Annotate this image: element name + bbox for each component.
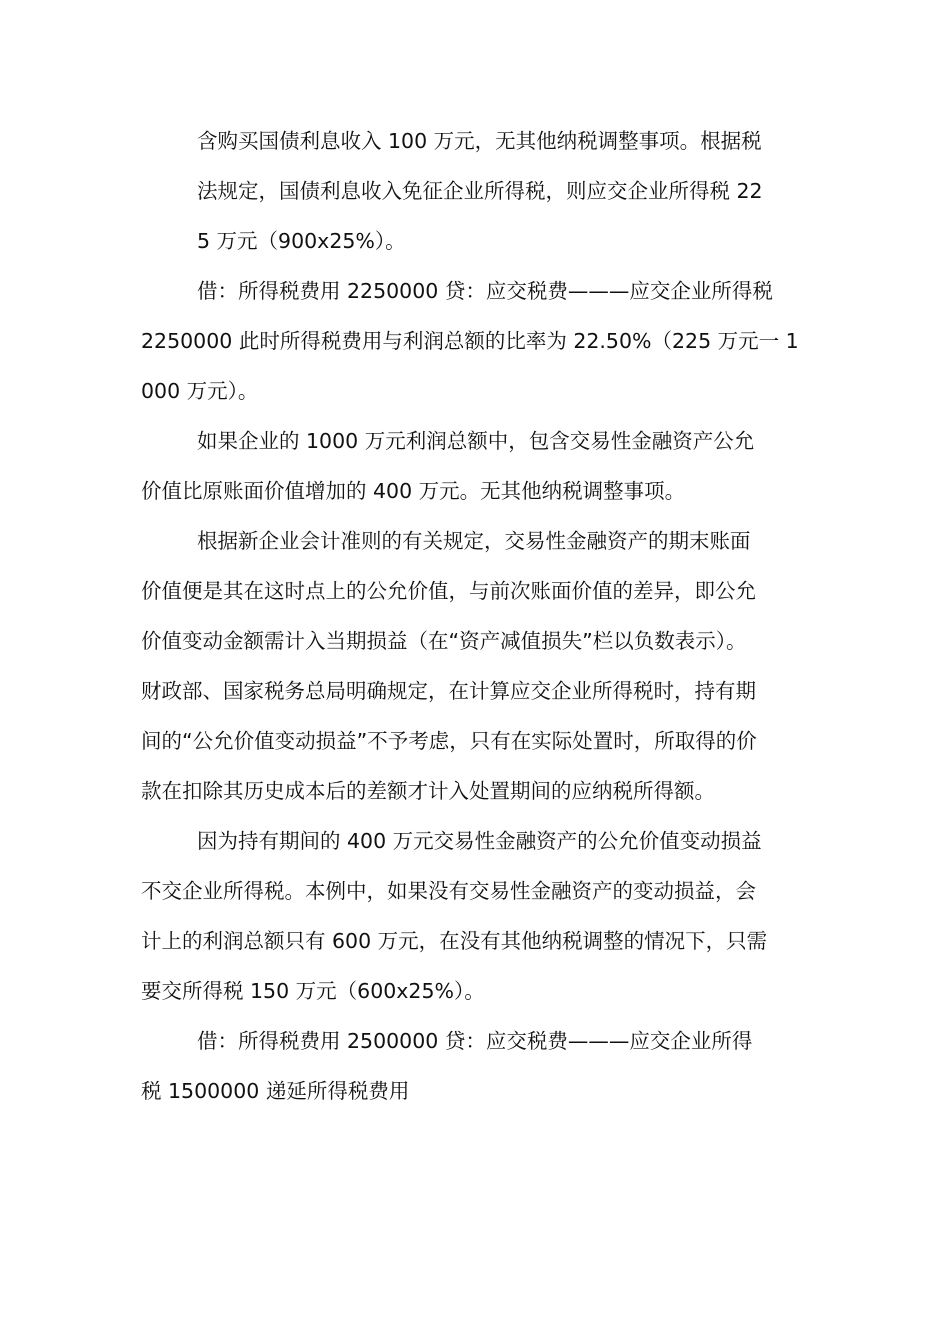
text-line-2: 法规定，国债利息收入免征企业所得税，则应交企业所得税 22 — [197, 179, 763, 203]
text-line-18: 要交所得税 150 万元（600x25%）。 — [141, 979, 485, 1003]
text-line-4: 借：所得税费用 2250000 贷：应交税费———应交企业所得税 — [197, 279, 773, 303]
text-line-19: 借：所得税费用 2500000 贷：应交税费———应交企业所得 — [197, 1029, 753, 1053]
text-line-1: 含购买国债利息收入 100 万元，无其他纳税调整事项。根据税 — [197, 129, 762, 153]
text-line-16: 不交企业所得税。本例中，如果没有交易性金融资产的变动损益，会 — [141, 879, 756, 903]
text-line-12: 财政部、国家税务总局明确规定，在计算应交企业所得税时，持有期 — [141, 679, 756, 703]
text-line-8: 价值比原账面价值增加的 400 万元。无其他纳税调整事项。 — [141, 479, 686, 503]
text-line-5: 2250000 此时所得税费用与利润总额的比率为 22.50%（225 万元一 1 — [141, 329, 799, 353]
text-line-7: 如果企业的 1000 万元利润总额中，包含交易性金融资产公允 — [197, 429, 755, 453]
text-line-14: 款在扣除其历史成本后的差额才计入处置期间的应纳税所得额。 — [141, 779, 715, 803]
text-line-20: 税 1500000 递延所得税费用 — [141, 1079, 410, 1103]
text-line-10: 价值便是其在这时点上的公允价值，与前次账面价值的差异，即公允 — [141, 579, 756, 603]
text-line-3: 5 万元（900x25%）。 — [197, 229, 406, 253]
text-line-6: 000 万元）。 — [141, 379, 259, 403]
text-line-13: 间的“公允价值变动损益”不予考虑，只有在实际处置时，所取得的价 — [141, 729, 757, 753]
text-line-17: 计上的利润总额只有 600 万元，在没有其他纳税调整的情况下，只需 — [141, 929, 768, 953]
text-line-15: 因为持有期间的 400 万元交易性金融资产的公允价值变动损益 — [197, 829, 762, 853]
text-line-9: 根据新企业会计准则的有关规定，交易性金融资产的期末账面 — [197, 529, 751, 553]
text-line-11: 价值变动金额需计入当期损益（在“资产减值损失”栏以负数表示）。 — [141, 629, 747, 653]
